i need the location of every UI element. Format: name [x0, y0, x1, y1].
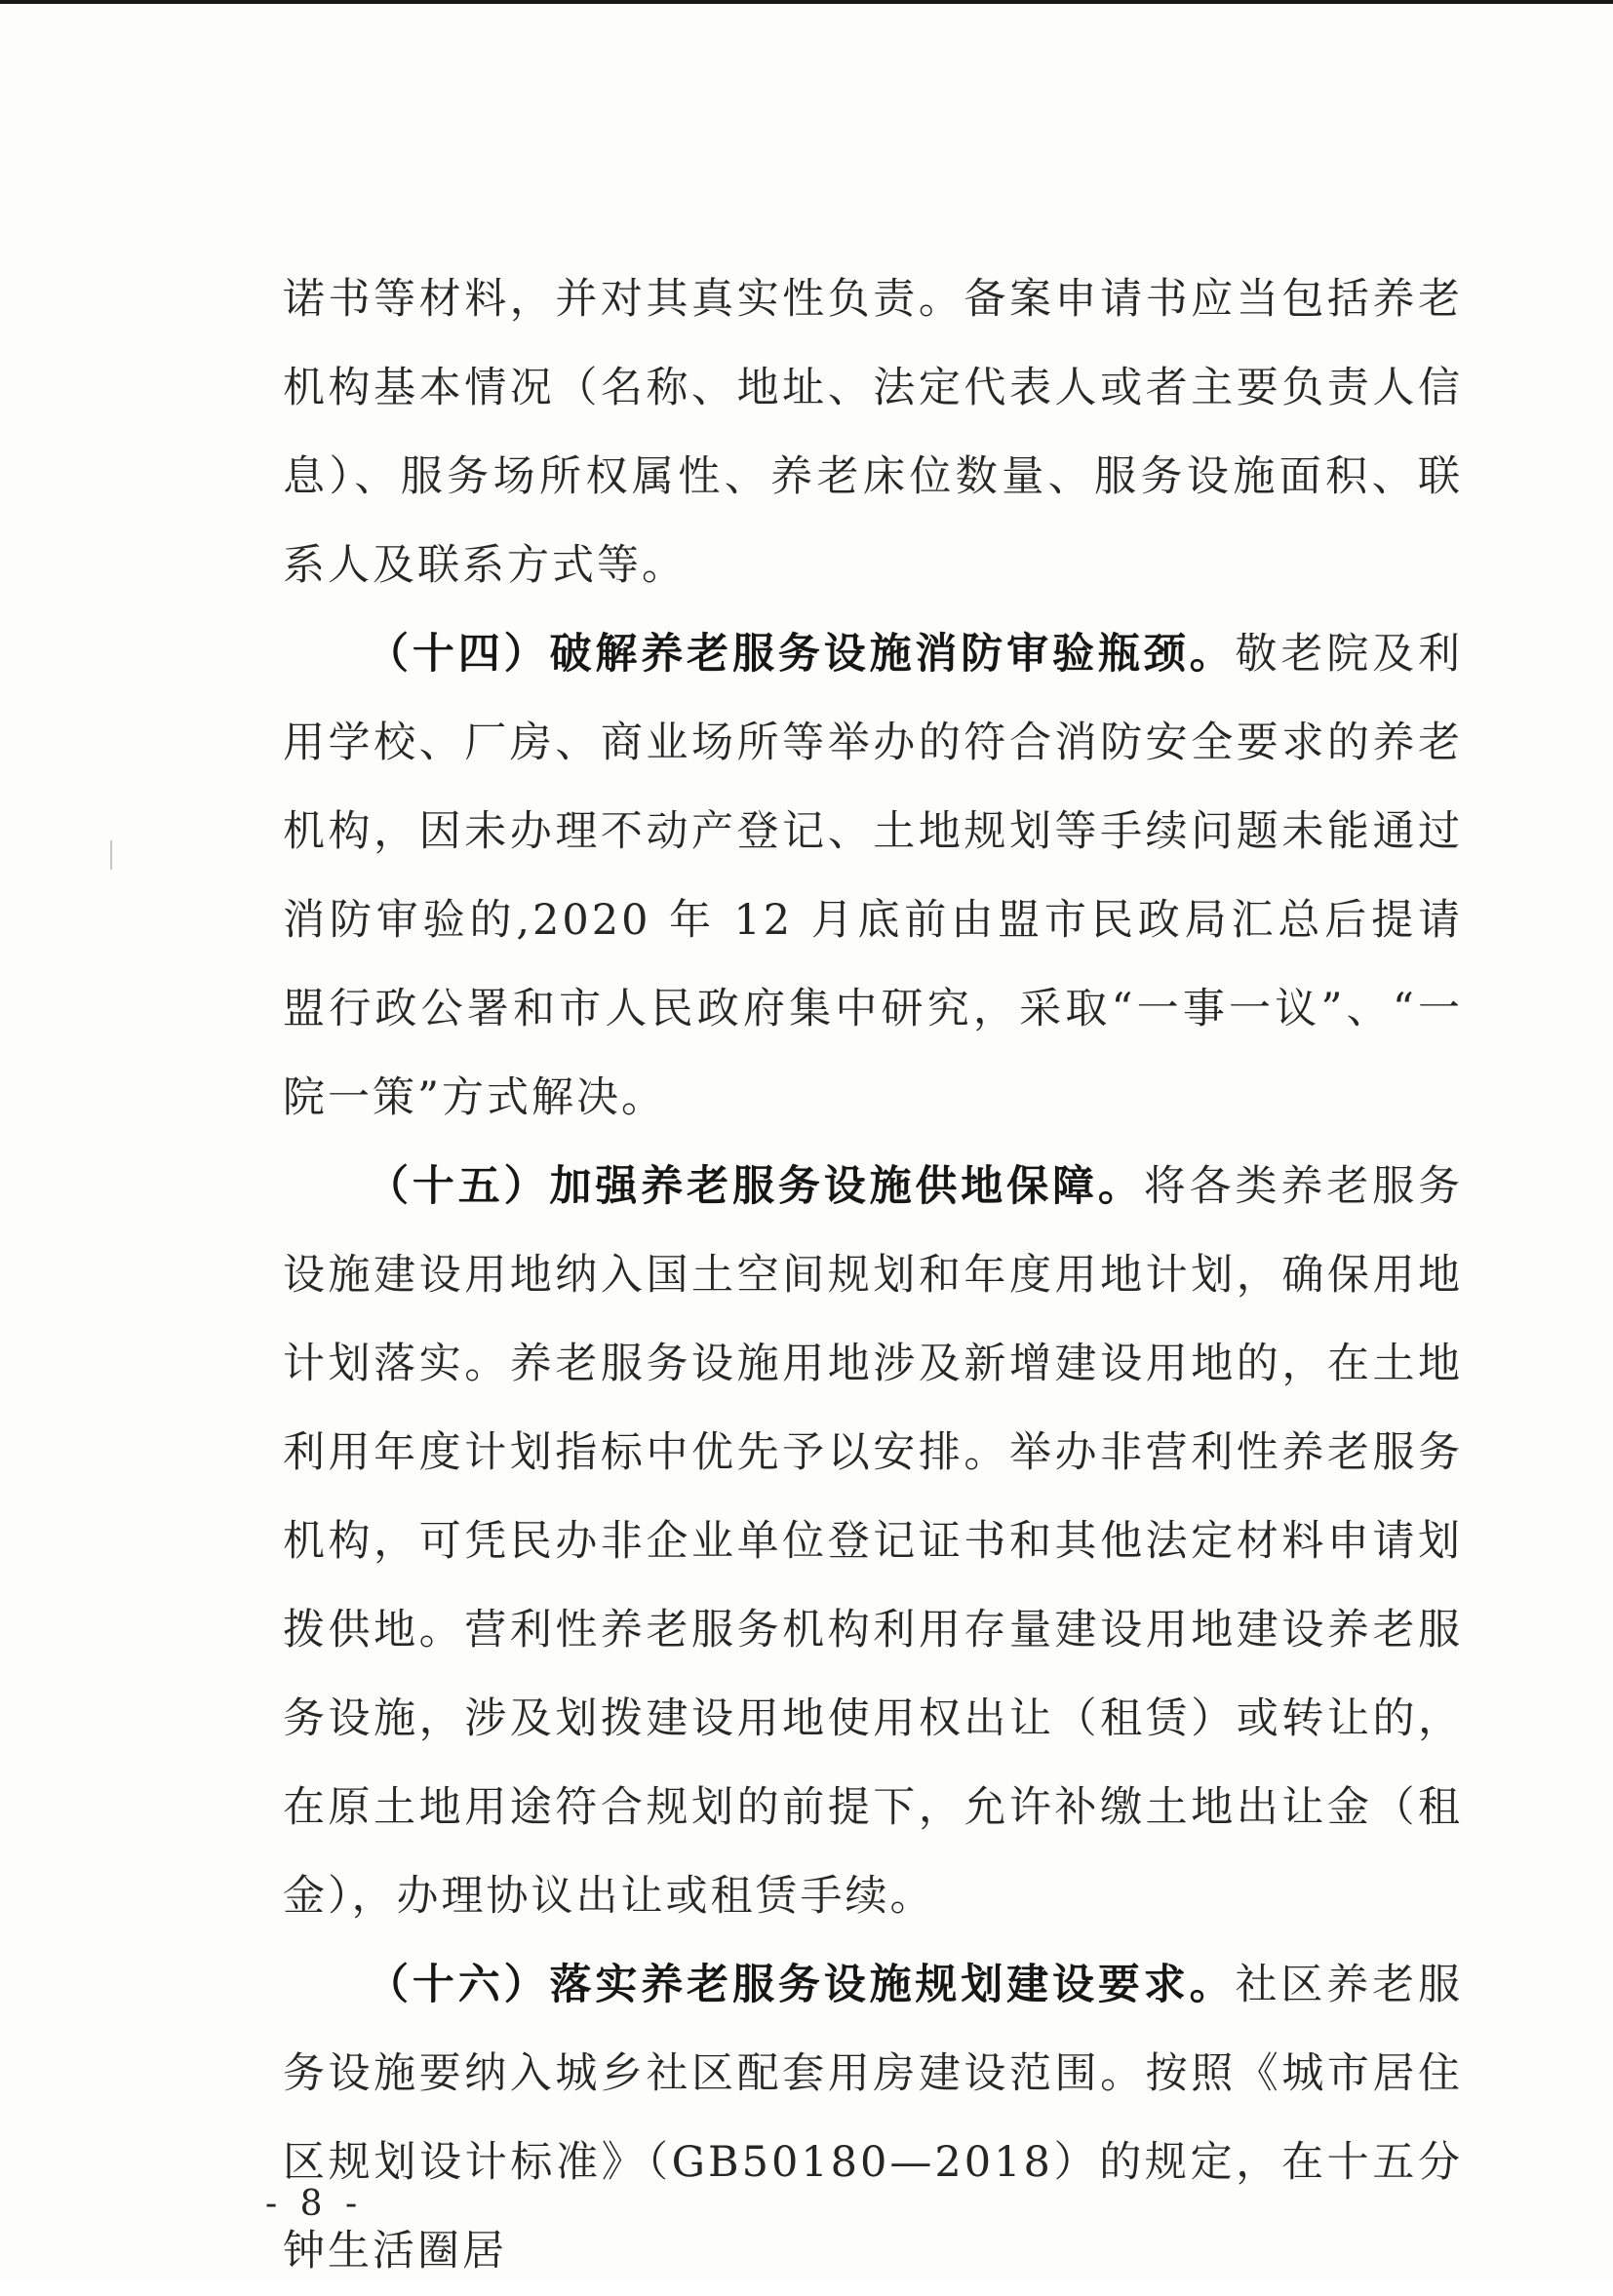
section-heading: （十六）落实养老服务设施规划建设要求。 [367, 1961, 1236, 2009]
section-heading: （十四）破解养老服务设施消防审验瓶颈。 [367, 630, 1236, 679]
paragraph-text: 诺书等材料，并对其真实性负责。备案申请书应当包括养老机构基本情况（名称、地址、法定代表人或者主要负责人信息）、服务场所权属性、养老床位数量、服务设施面积、联系人及联系方式等。 [283, 275, 1463, 590]
section-heading: （十五）加强养老服务设施供地保障。 [367, 1162, 1144, 1211]
document-body [283, 255, 1463, 2296]
paragraph-section-14 [283, 610, 1463, 1143]
page-number: - 8 - [265, 2184, 364, 2224]
scan-mark [110, 840, 112, 870]
paragraph-text: 敬老院及利用学校、厂房、商业场所等举办的符合消防安全要求的养老机构，因未办理不动产登记、土地规划等手续问题未能通过消防审验的,2020 年 12 月底前由盟市民政局汇总后提请盟行政公署和市人民政府集中研究，采取“一事一议”、“一院一策”方式解决。 [283, 630, 1464, 1122]
scan-top-edge [0, 0, 1613, 4]
paragraph-section-15 [283, 1143, 1463, 1941]
paragraph-text: 社区养老服务设施要纳入城乡社区配套用房建设范围。按照《城市居住区规划设计标准》（GB50180—2018）的规定，在十五分钟生活圈居 [283, 1961, 1464, 2276]
paragraph-continuation [283, 255, 1463, 610]
paragraph-text: 将各类养老服务设施建设用地纳入国土空间规划和年度用地计划，确保用地计划落实。养老服务设施用地涉及新增建设用地的，在土地利用年度计划指标中优先予以安排。举办非营利性养老服务机构，可凭民办非企业单位登记证书和其他法定材料申请划拨供地。营利性养老服务机构利用存量建设用地建设养老服务设施，涉及划拨建设用地使用权出让（租赁）或转让的，在原土地用途符合规划的前提下，允许补缴土地出让金（租金），办理协议出让或租赁手续。 [283, 1162, 1464, 1921]
paragraph-section-16 [283, 1941, 1463, 2296]
